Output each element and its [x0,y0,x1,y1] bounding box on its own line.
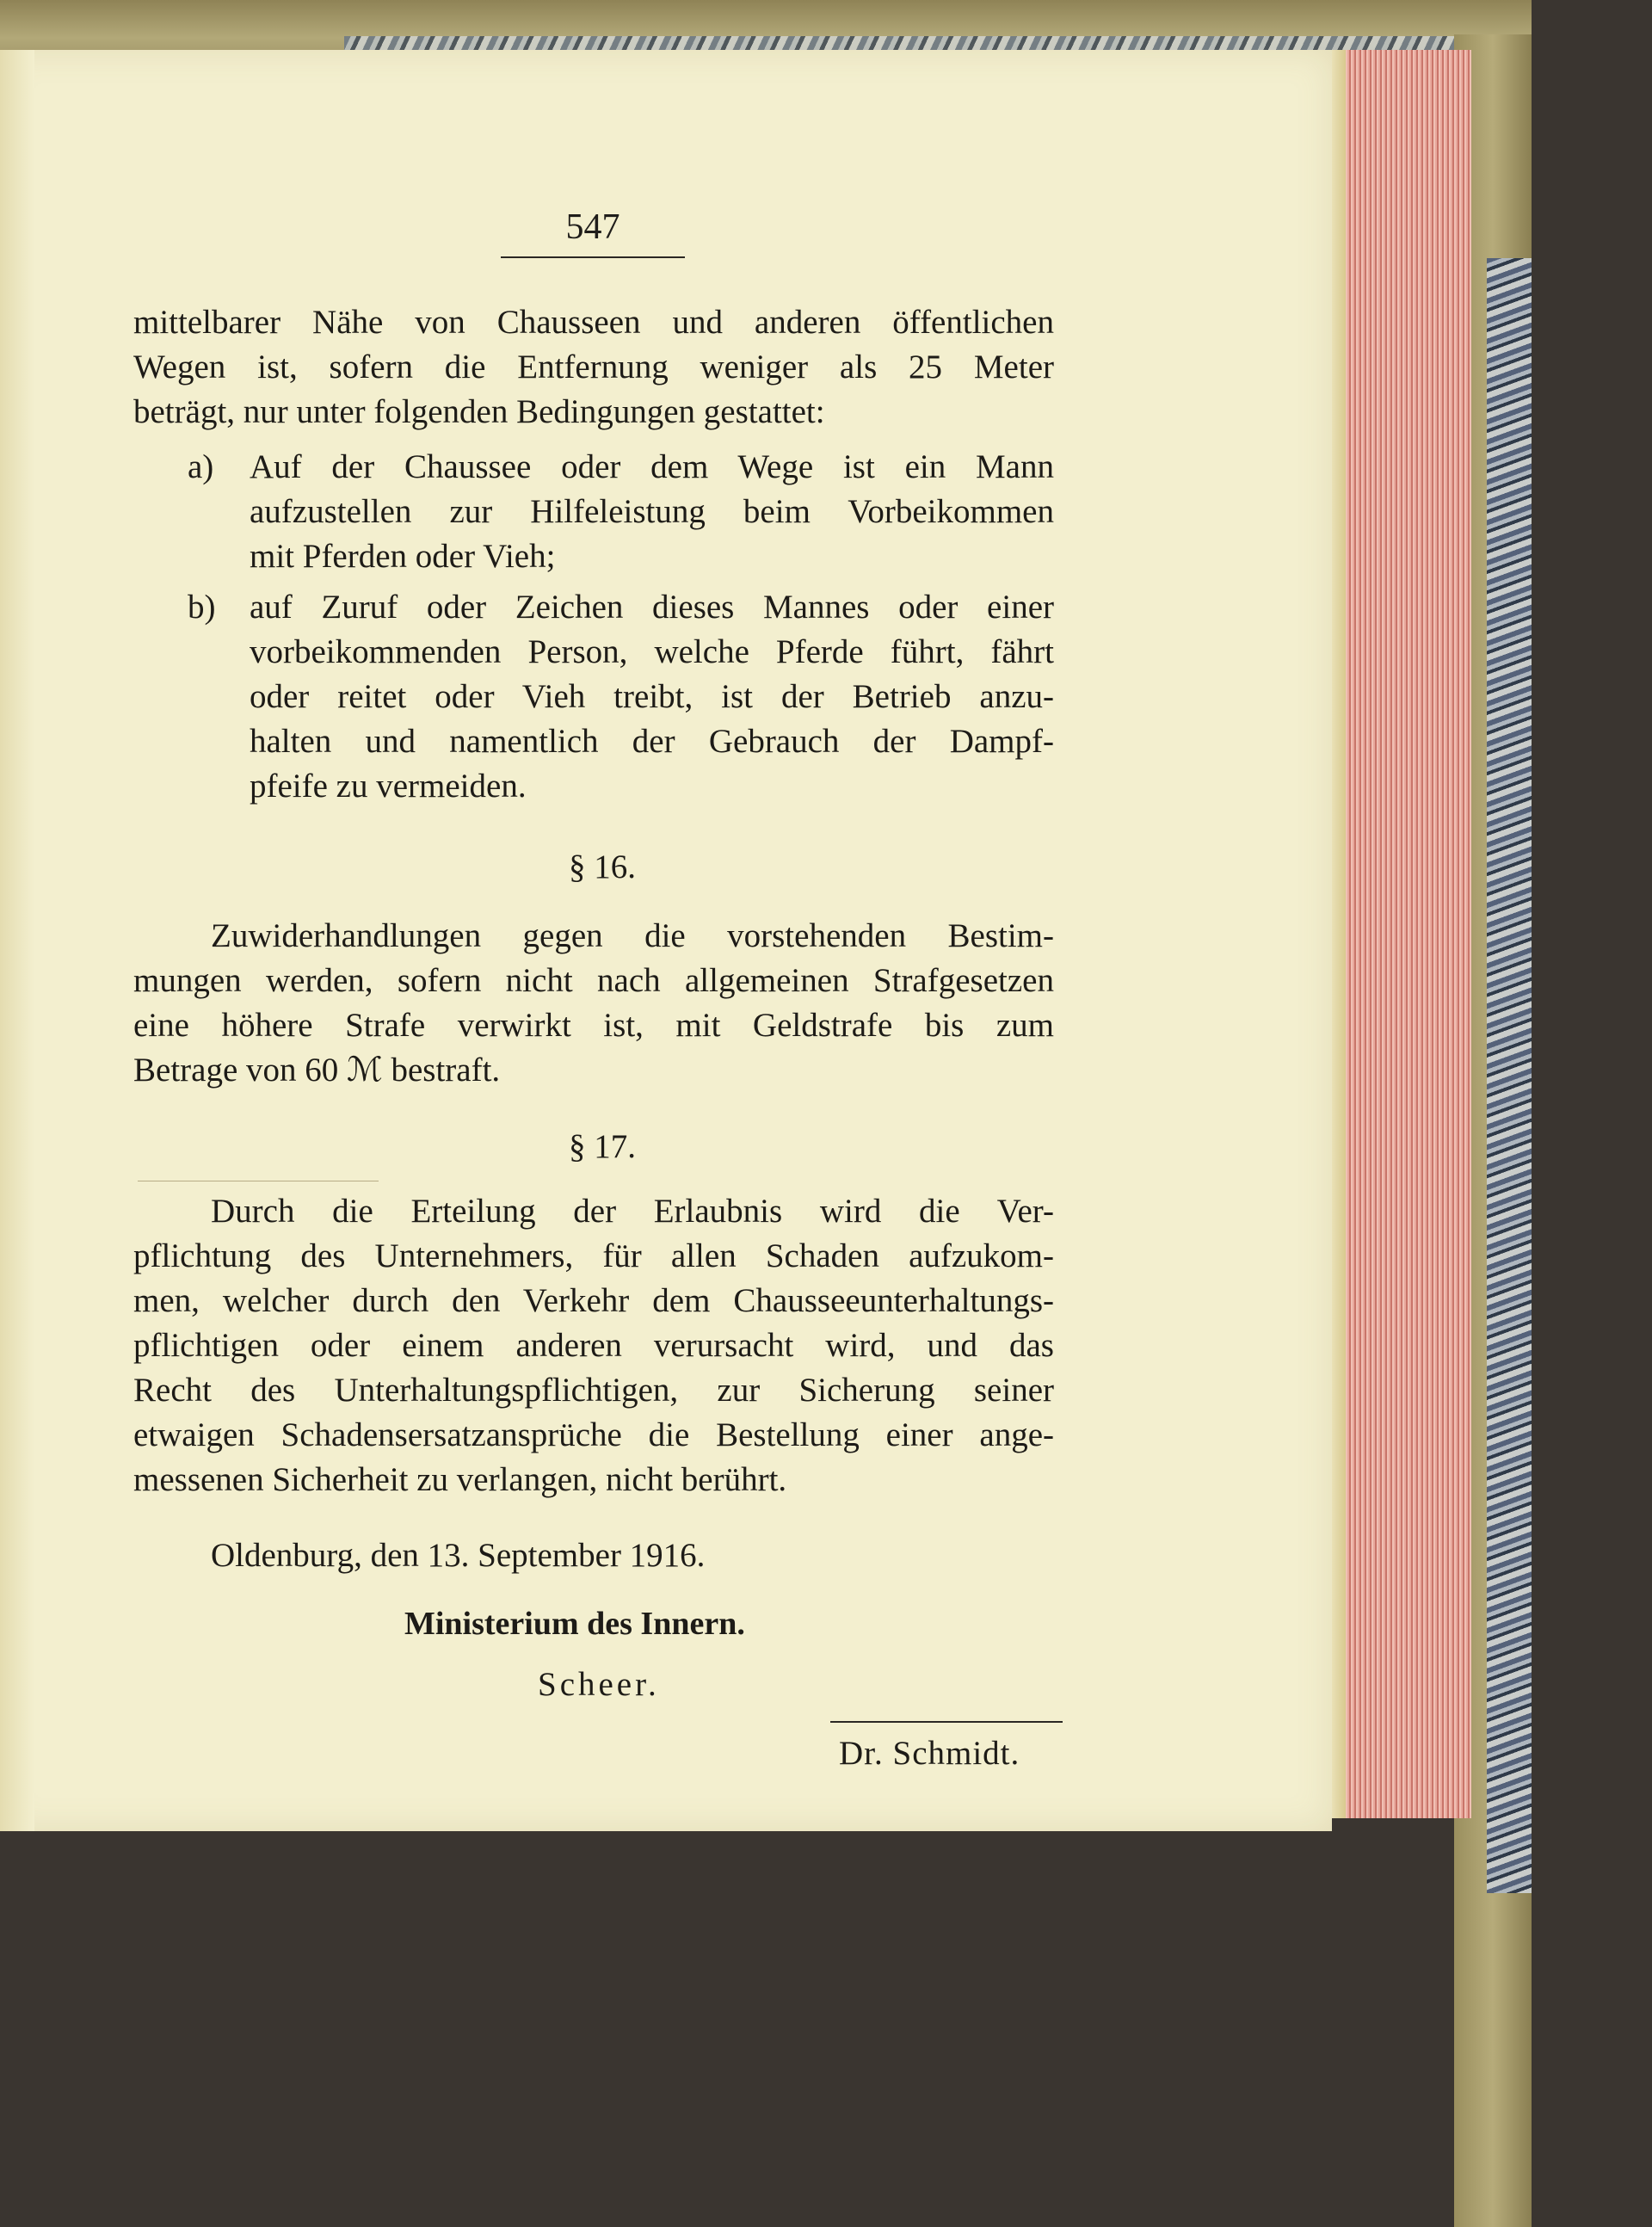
item-a-label: a) [188,448,214,485]
text-line: pflichtung des Unternehmers, für allen Schaden aufzukom- [133,1237,1054,1274]
text-line: Auf der Chaussee oder dem Wege ist ein Mann [250,448,1054,485]
dateline: Oldenburg, den 13. September 1916. [211,1537,706,1574]
text-line: Wegen ist, sofern die Entfernung weniger als 25 Meter [133,349,1054,386]
text-line: pflichtigen oder einem anderen verursacht wird, und das [133,1327,1054,1364]
text-line: mit Pferden oder Vieh; [250,538,556,575]
text-line: mungen werden, sofern nicht nach allgemeinen Strafgesetzen [133,962,1054,999]
signer-schmidt: Dr. Schmidt. [839,1735,1020,1772]
text-line: auf Zuruf oder Zeichen dieses Mannes oder einer [250,589,1054,626]
text-line: Zuwiderhandlungen gegen die vorstehenden Bestim- [211,917,1054,954]
section-16-heading: § 16. [569,848,636,885]
text-line: vorbeikommenden Person, welche Pferde führt, fährt [250,633,1054,670]
text-line: messenen Sicherheit zu verlangen, nicht berührt. [133,1461,787,1498]
text-line: Recht des Unterhaltungspflichtigen, zur Sicherung seiner [133,1372,1054,1409]
text-line: beträgt, nur unter folgenden Bedingungen gestattet: [133,393,825,430]
signer-scheer: Scheer. [538,1666,660,1703]
item-b-label: b) [188,589,216,626]
text-line: etwaigen Schadensersatzansprüche die Bestellung einer ange- [133,1416,1054,1453]
text-line: mittelbarer Nähe von Chausseen und anderen öffentlichen [133,304,1054,341]
page-edges [1342,50,1471,1818]
text-line: oder reitet oder Vieh treibt, ist der Betrieb anzu- [250,678,1054,715]
page-number: 547 [501,207,685,253]
text-line: pfeife zu vermeiden. [250,768,527,805]
text-line: halten und namentlich der Gebrauch der Dampf- [250,723,1054,760]
text-line: eine höhere Strafe verwirkt ist, mit Geldstrafe bis zum [133,1007,1054,1044]
marbled-board-right [1487,258,1532,1893]
left-page-gutter [0,50,34,1831]
ministry-name: Ministerium des Innern. [404,1606,745,1642]
text-line: aufzustellen zur Hilfeleistung beim Vorbeikommen [250,493,1054,530]
section-17-heading: § 17. [569,1128,636,1165]
signature-rule [830,1721,1063,1723]
text-line: men, welcher durch den Verkehr dem Chausseeunterhaltungs- [133,1282,1054,1319]
text-line: Durch die Erteilung der Erlaubnis wird die Ver- [211,1193,1054,1230]
text-line: Betrage von 60 ℳ bestraft. [133,1052,501,1089]
